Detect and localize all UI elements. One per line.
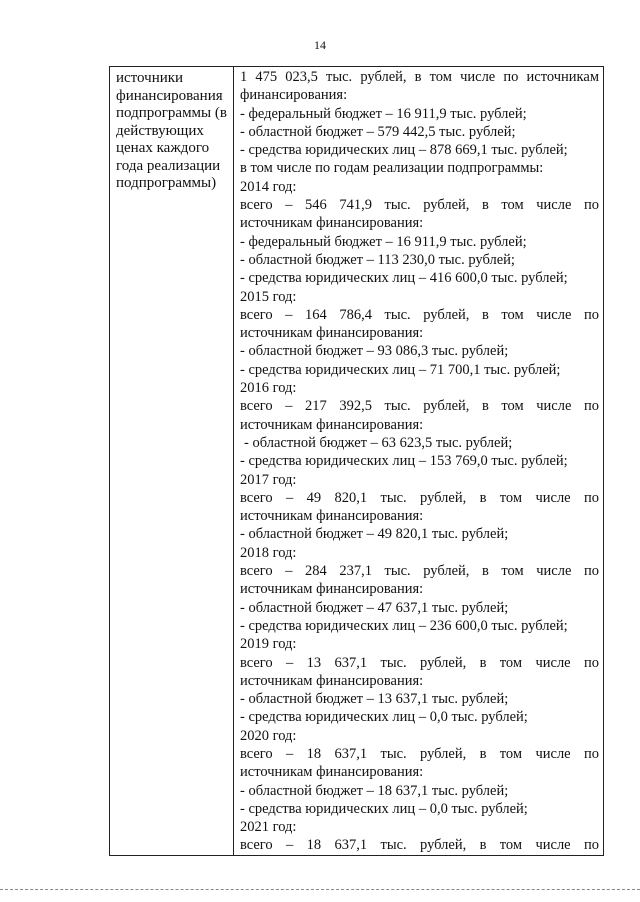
- content-line: источникам финансирования:: [240, 508, 424, 525]
- content-line: - средства юридических лиц – 0,0 тыс. рублей;: [240, 800, 528, 817]
- content-line: источникам финансирования:: [240, 764, 424, 781]
- label-line: ценах каждого: [116, 140, 210, 156]
- content-line: - федеральный бюджет – 16 911,9 тыс. рублей;: [240, 233, 527, 250]
- content-line: - средства юридических лиц – 71 700,1 тыс. рублей;: [240, 361, 561, 378]
- content-line: - средства юридических лиц – 153 769,0 тыс. рублей;: [240, 453, 568, 470]
- content-line: 2015 год:: [240, 288, 297, 305]
- content-line: 2016 год:: [240, 380, 297, 397]
- content-line: источникам финансирования:: [240, 581, 424, 598]
- content-line: в том числе по годам реализации подпрограммы:: [240, 160, 544, 177]
- content-line: всего – 49 820,1 тыс. рублей, в том числе по: [240, 489, 599, 506]
- content-line: 2014 год:: [240, 178, 297, 195]
- content-cell: [234, 67, 604, 856]
- content-line: - областной бюджет – 113 230,0 тыс. рублей;: [240, 251, 515, 268]
- content-line: - областной бюджет – 47 637,1 тыс. рублей;: [240, 599, 509, 616]
- content-line: всего – 164 786,4 тыс. рублей, в том числе по: [240, 306, 599, 323]
- content-line: 1 475 023,5 тыс. рублей, в том числе по источникам: [240, 69, 599, 85]
- content-line: - областной бюджет – 13 637,1 тыс. рублей;: [240, 691, 509, 708]
- content-line: - областной бюджет – 579 442,5 тыс. рублей;: [240, 123, 516, 140]
- content-line: - средства юридических лиц – 236 600,0 тыс. рублей;: [240, 617, 568, 634]
- content-line: - средства юридических лиц – 878 669,1 тыс. рублей;: [240, 142, 568, 159]
- content-line: 2017 год:: [240, 471, 297, 488]
- content-line: - областной бюджет – 63 623,5 тыс. рублей;: [244, 434, 513, 451]
- content-line: источникам финансирования:: [240, 215, 424, 232]
- label-line: года реализации: [116, 157, 221, 174]
- content-line: - областной бюджет – 49 820,1 тыс. рублей;: [240, 526, 509, 543]
- content-line: 2021 год:: [240, 819, 297, 836]
- content-line: источникам финансирования:: [240, 416, 424, 433]
- content-line: - федеральный бюджет – 16 911,9 тыс. рублей;: [240, 105, 527, 122]
- content-line: всего – 217 392,5 тыс. рублей, в том числе по: [240, 398, 599, 415]
- label-line: подпрограммы): [116, 175, 217, 191]
- content-line: всего – 13 637,1 тыс. рублей, в том числе по: [240, 654, 599, 671]
- content-line: всего – 284 237,1 тыс. рублей, в том числе по: [240, 563, 599, 580]
- bottom-divider: [0, 889, 640, 891]
- content-line: всего – 18 637,1 тыс. рублей, в том числе по: [240, 837, 599, 854]
- content-line: 2020 год:: [240, 727, 297, 744]
- label-line: источники: [116, 70, 184, 86]
- content-line: источникам финансирования:: [240, 672, 424, 689]
- content-line: 2019 год:: [240, 636, 297, 653]
- label-cell: [110, 67, 234, 856]
- content-line: - средства юридических лиц – 0,0 тыс. рублей;: [240, 709, 528, 726]
- content-line: - областной бюджет – 93 086,3 тыс. рублей;: [240, 343, 509, 360]
- subprogram-passport-table: [109, 66, 604, 856]
- label-line: финансирования: [116, 87, 223, 104]
- funding-details: [234, 67, 603, 855]
- label-line: действующих: [116, 122, 204, 139]
- content-line: всего – 546 741,9 тыс. рублей, в том числе по: [240, 197, 599, 214]
- content-line: 2018 год:: [240, 544, 297, 561]
- label-line: подпрограммы (в: [116, 105, 227, 121]
- content-line: финансирования:: [240, 87, 348, 104]
- table-row: [110, 67, 604, 856]
- content-line: - областной бюджет – 18 637,1 тыс. рублей;: [240, 782, 509, 799]
- content-line: - средства юридических лиц – 416 600,0 тыс. рублей;: [240, 270, 568, 287]
- page-number: 14: [314, 38, 326, 52]
- funding-sources-label: [110, 67, 233, 193]
- content-line: источникам финансирования:: [240, 325, 424, 342]
- content-line: всего – 18 637,1 тыс. рублей, в том числе по: [240, 745, 599, 762]
